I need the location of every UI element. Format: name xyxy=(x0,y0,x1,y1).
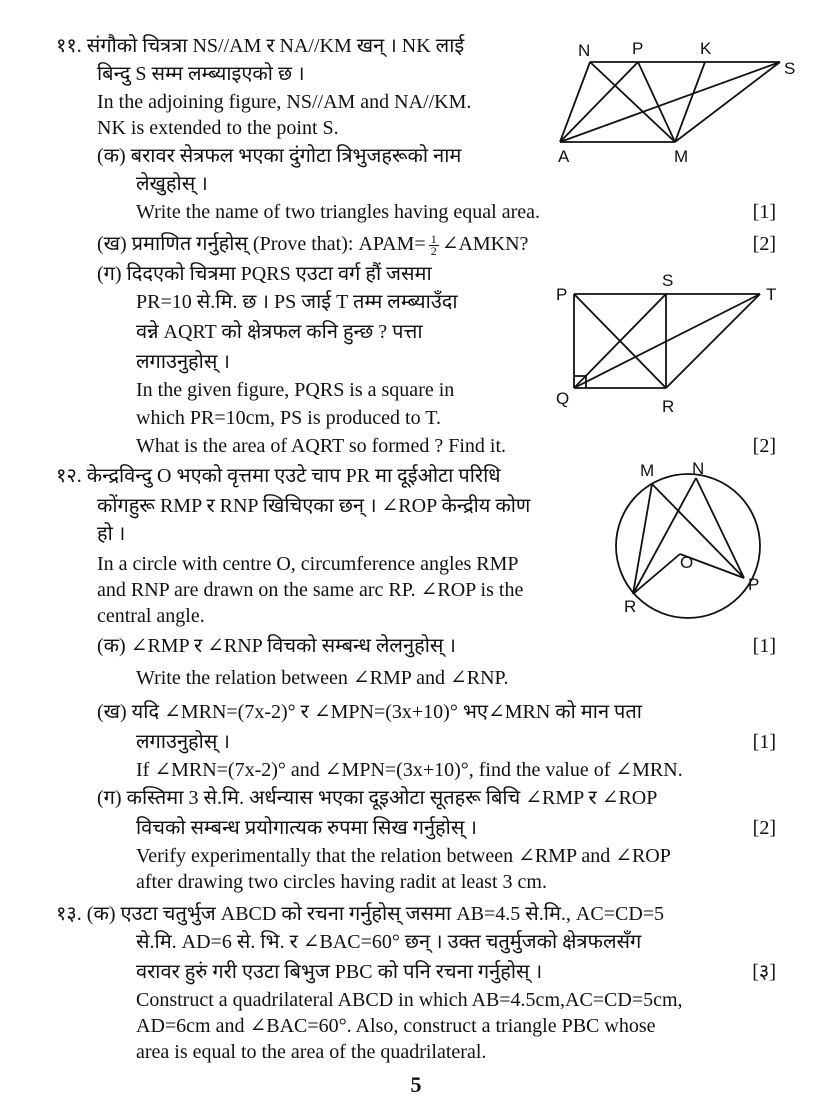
fig1-label-m: M xyxy=(674,147,689,166)
q12b-np-1: (ख) यदि ∠MRN=(7x-2)° र ∠MPN=(3x+10)° भए∠MRN को मान पता xyxy=(97,701,642,723)
q11b-frac-num: 1 xyxy=(430,231,437,246)
fig1-label-p: P xyxy=(632,39,644,58)
fig3-label-r: R xyxy=(624,597,637,616)
q11-intro-en-2: NK is extended to the point S. xyxy=(97,117,339,139)
q11-intro-en-1: In the adjoining figure, NS//AM and NA//KM. xyxy=(97,91,472,113)
q13-np-2: से.मि. AD=6 से. भि. र ∠BAC=60° छन् । उक्त चतुर्मुजको क्षेत्रफलसँग xyxy=(136,931,642,953)
q11b-text: (ख) प्रमाणित गर्नुहोस् (Prove that): APAM= xyxy=(97,233,426,255)
line-na xyxy=(560,62,590,142)
fig3-label-m: M xyxy=(640,461,655,480)
fig2-label-r: R xyxy=(662,397,675,416)
q13-en-2: AD=6cm and ∠BAC=60°. Also, construct a triangle PBC whose xyxy=(136,1015,656,1037)
q11a-marks: [1] xyxy=(752,201,776,223)
circle xyxy=(616,474,760,618)
q12c-marks: [2] xyxy=(752,817,776,839)
fig2-label-t: T xyxy=(766,285,777,304)
q11a-en: Write the name of two triangles having equal area. xyxy=(136,201,541,223)
fig2-label-p: P xyxy=(556,285,568,304)
line-ro xyxy=(633,554,680,594)
page-number: 5 xyxy=(410,1072,422,1097)
q12a-np: (क) ∠RMP र ∠RNP विचको सम्बन्ध लेलनुहोस् । xyxy=(97,635,456,657)
q11c-np-4: लगाउनुहोस् । xyxy=(136,351,230,373)
q12-np-2: कोंगहुरू RMP र RNP खिचिएका छन् । ∠ROP केन्द्रीय कोण xyxy=(97,495,531,517)
fig3-label-o: O xyxy=(680,553,694,572)
q11b-frac-den: 2 xyxy=(430,243,437,258)
q12b-np-2: लगाउनुहोस् । xyxy=(136,731,230,753)
q12a-en: Write the relation between ∠RMP and ∠RNP. xyxy=(136,667,509,689)
q12c-en-2: after drawing two circles having radit at least 3 cm. xyxy=(136,871,547,893)
line-mp xyxy=(652,484,744,578)
q12-np-1: १२. केन्द्रविन्दु O भएको वृत्तमा एउटे चाप PR मा दूईओटा परिधि xyxy=(56,465,501,487)
q11b-fraction xyxy=(429,231,439,258)
q12-np-3: हो । xyxy=(97,523,126,545)
q12-figure xyxy=(600,456,800,622)
q11c-marks: [2] xyxy=(752,435,776,457)
q11a-np-1: (क) बरावर सेत्रफल भएका दुंगोटा त्रिभुजहरूको नाम xyxy=(97,145,462,167)
q12b-en: If ∠MRN=(7x-2)° and ∠MPN=(3x+10)°, find the value of ∠MRN. xyxy=(136,759,683,781)
q12b-marks: [1] xyxy=(752,731,776,753)
fig1-label-a: A xyxy=(558,147,570,166)
q13-np-3: वरावर हुरुं गरी एउटा बिभुज PBC को पनि रचना गर्नुहोस् । xyxy=(136,961,543,983)
fig1-label-s: S xyxy=(784,59,796,78)
fig3-label-p: P xyxy=(748,575,760,594)
q13-en-3: area is equal to the area of the quadrilateral. xyxy=(136,1041,487,1063)
line-rt xyxy=(666,294,760,388)
q11c-en-1: In the given figure, PQRS is a square in xyxy=(136,379,455,401)
q11-figure-2 xyxy=(548,270,798,420)
q11c-np-1: (ग) दिदएको चित्रमा PQRS एउटा वर्ग हौं जसमा xyxy=(97,263,432,285)
line-nm xyxy=(590,62,675,142)
q12a-marks: [1] xyxy=(752,635,776,657)
q11b-marks: [2] xyxy=(752,233,776,255)
q12c-np-1: (ग) कस्तिमा 3 से.मि. अर्धन्यास भएका दूइओटा सूतहरू बिचि ∠RMP र ∠ROP xyxy=(97,787,658,809)
q13-np-1: १३. (क) एउटा चतुर्भुज ABCD को रचना गर्नुहोस् जसमा AB=4.5 से.मि., AC=CD=5 xyxy=(56,903,665,925)
q11a-np-2: लेखुहोस् । xyxy=(136,173,208,195)
q13-en-1: Construct a quadrilateral ABCD in which AB=4.5cm,AC=CD=5cm, xyxy=(136,989,683,1011)
q13-marks: [३] xyxy=(752,961,776,983)
q12c-en-1: Verify experimentally that the relation between ∠RMP and ∠ROP xyxy=(136,845,671,867)
fig3-label-n: N xyxy=(692,459,705,478)
q12c-np-2: विचको सम्बन्ध प्रयोगात्यक रुपमा सिख गर्नुहोस् । xyxy=(136,817,477,839)
q11b-line xyxy=(97,232,528,257)
q11-intro-np-1: ११. संगौको चित्रत्रा NS//AM र NA//KM खन् । NK लाई xyxy=(56,35,465,57)
line-qt xyxy=(574,294,760,388)
q11c-np-2: PR=10 से.मि. छ । PS जाई T तम्म लम्ब्याउँदा xyxy=(136,291,458,313)
q11c-en-2: which PR=10cm, PS is produced to T. xyxy=(136,407,441,429)
q11b-text-2: ∠AMKN? xyxy=(441,233,529,255)
fig1-label-n: N xyxy=(578,41,591,60)
q12-en-3: central angle. xyxy=(97,605,205,627)
q12-en-2: and RNP are drawn on the same arc RP. ∠ROP is the xyxy=(97,579,524,601)
fig2-label-s: S xyxy=(662,271,674,290)
q11c-en-3: What is the area of AQRT so formed ? Find it. xyxy=(136,435,507,457)
fig2-label-q: Q xyxy=(556,389,570,408)
q11-intro-np-2: बिन्दु S सम्म लम्ब्याइएको छ । xyxy=(97,63,305,85)
fig1-label-k: K xyxy=(700,39,712,58)
line-ap xyxy=(560,62,638,142)
q11-figure-1 xyxy=(550,36,800,172)
q11c-np-3: वन्ने AQRT को क्षेत्रफल कनि हुन्छ ? पत्ता xyxy=(136,321,423,343)
q12-en-1: In a circle with centre O, circumference angles RMP xyxy=(97,553,519,575)
